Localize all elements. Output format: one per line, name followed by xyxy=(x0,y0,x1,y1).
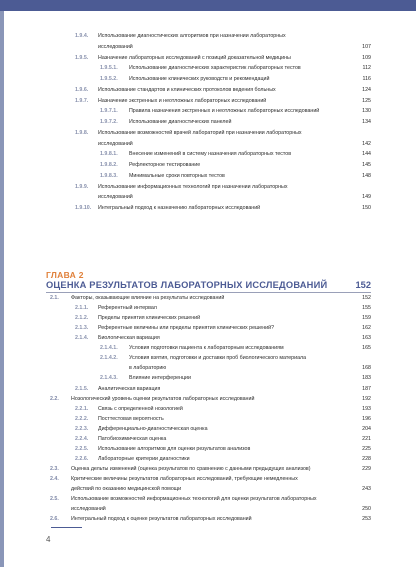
toc-entry-page: 196 xyxy=(362,415,371,422)
toc-entry-number: 1.9.8. xyxy=(75,129,89,136)
toc-entry-page: 134 xyxy=(362,119,371,125)
toc-entry-page: 253 xyxy=(362,516,371,523)
toc-entry-title: Использование возможностей врачей лабораторий при назначении лабораторных xyxy=(98,129,302,136)
toc-entry-title: Влияние интерференции xyxy=(129,375,191,382)
toc-entry-page: 187 xyxy=(362,385,371,392)
toc-entry-page: 163 xyxy=(362,335,371,342)
toc-entry-title: Референтный интервал xyxy=(98,305,157,312)
toc-entry-title: Назначение экстренных и неотложных лабораторных исследований xyxy=(98,97,267,104)
toc-entry-title: Биологическая вариация xyxy=(98,335,160,342)
toc-entry-number: 1.9.5.1. xyxy=(100,65,118,72)
toc-entry-title: Интегральный подход к оценке результатов лабораторных исследований xyxy=(71,516,252,523)
toc-entry-number: 2.1.4.3. xyxy=(100,375,118,382)
toc-entry-number: 2.2.1. xyxy=(75,405,89,412)
toc-entry-number: 2.2.2. xyxy=(75,415,89,422)
toc-entry-title: Аналитическая вариация xyxy=(98,385,161,392)
toc-entry-number: 2.3. xyxy=(50,466,59,473)
chapter-title: ОЦЕНКА РЕЗУЛЬТАТОВ ЛАБОРАТОРНЫХ ИССЛЕДОВАНИЙ xyxy=(46,280,328,290)
toc-entry-number: 1.9.6. xyxy=(75,86,89,93)
toc-entry-title: Использование стандартов и клинических протоколов ведения больных xyxy=(98,86,276,93)
toc-entry-page: 193 xyxy=(362,405,371,412)
toc-entry-page: 155 xyxy=(362,305,371,312)
toc-entry-page: 225 xyxy=(362,445,371,452)
toc-entry-number: 2.1. xyxy=(50,295,59,301)
toc-entry-title: исследований xyxy=(98,140,133,147)
toc-entry-number: 1.9.7.2. xyxy=(100,119,118,125)
toc-entry-title: Критические величины результатов лабораторных исследований, требующие немедленных xyxy=(71,476,298,483)
toc-entry-title: Использование клинических руководств и рекомендаций xyxy=(129,76,270,82)
toc-entry-title: Минимальные сроки повторных тестов xyxy=(129,172,225,179)
toc-entry-title: Лабораторные критерии диагностики xyxy=(98,455,190,462)
chapter-page-number: 152 xyxy=(355,280,371,290)
toc-entry-title: Интегральный подход к назначению лабораторных исследований xyxy=(98,205,261,211)
toc-entry-title: Использование алгоритмов для оценки результатов анализов xyxy=(98,445,251,452)
toc-entry-title: действий по оказанию медицинской помощи xyxy=(71,486,182,493)
toc-entry-number: 1.9.7.1. xyxy=(100,108,118,115)
toc-entry-page: 229 xyxy=(362,466,371,473)
toc-entry-title: Использование диагностических алгоритмов при назначении лабораторных xyxy=(98,33,286,39)
toc-entry-page: 144 xyxy=(362,151,371,158)
toc-entry-page: 149 xyxy=(362,194,371,201)
toc-entry-page: 145 xyxy=(362,162,371,168)
toc-entry-number: 2.4. xyxy=(50,476,59,483)
toc-entry-page: 130 xyxy=(362,108,371,115)
toc-entry-title: в лабораторию xyxy=(129,365,167,372)
toc-entry-number: 2.2.3. xyxy=(75,425,89,432)
toc-entry-title: Использование диагностических панелей xyxy=(129,119,232,125)
toc-entry-number: 2.1.4.1. xyxy=(100,345,118,352)
toc-entry-page: 228 xyxy=(362,455,371,462)
toc-entry-title: Условия подготовки пациента к лабораторным исследованиям xyxy=(129,345,284,352)
toc-entry-number: 2.1.5. xyxy=(75,385,89,392)
page-folio: 4 xyxy=(46,535,51,544)
toc-entry-page: 159 xyxy=(362,315,371,322)
toc-entry-page: 142 xyxy=(362,140,371,147)
toc-entry-page: 152 xyxy=(362,295,371,301)
toc-entry-title: Условия взятия, подготовки и доставки проб биологического материала xyxy=(129,355,307,362)
toc-entry-title: Использование возможностей информационных технологий для оценки результатов лабораторных xyxy=(71,496,317,503)
toc-entry-number: 1.9.4. xyxy=(75,33,89,39)
toc-entry-number: 2.1.3. xyxy=(75,325,89,332)
toc-entry-number: 1.9.7. xyxy=(75,97,89,104)
toc-entry-number: 1.9.5. xyxy=(75,54,89,61)
toc-entry-page: 221 xyxy=(362,435,371,442)
toc-entry-title: Дифференциально-диагностическая оценка xyxy=(98,425,208,432)
toc-entry-title: Использование информационных технологий при назначении лабораторных xyxy=(98,183,288,190)
toc-entry-page: 204 xyxy=(362,425,371,432)
toc-entry-page: 116 xyxy=(362,76,371,82)
toc-entry-number: 2.5. xyxy=(50,496,59,503)
chapter-label: ГЛАВА 2 xyxy=(46,270,84,280)
toc-entry-title: Посттестовая вероятность xyxy=(98,415,164,422)
toc-entry-title: Референтные величины или пределы принятия клинических решений? xyxy=(98,325,275,332)
toc-entry-number: 2.1.2. xyxy=(75,315,89,322)
toc-entry-title: Нозологический уровень оценки результатов лабораторных исследований xyxy=(71,395,255,402)
toc-entry-number: 2.1.4. xyxy=(75,335,89,342)
toc-entry-page: 243 xyxy=(362,486,371,493)
toc-entry-page: 150 xyxy=(362,205,371,211)
toc-entry-title: исследований xyxy=(71,506,106,513)
toc-entry-number: 2.1.4.2. xyxy=(100,355,118,362)
top-color-bar xyxy=(0,0,416,11)
toc-entry-page: 107 xyxy=(362,43,371,50)
toc-entry-title: исследований xyxy=(98,43,133,50)
toc-entry-title: Рефлекторное тестирование xyxy=(129,162,201,168)
toc-entry-title: Правила назначения экстренных и неотложных лабораторных исследований xyxy=(129,108,320,115)
toc-entry-page: 112 xyxy=(362,65,371,72)
toc-entry-title: Факторы, оказывающие влияние на результаты исследований xyxy=(71,295,225,301)
toc-entry-number: 2.2.6. xyxy=(75,455,89,462)
toc-entry-number: 1.9.8.3. xyxy=(100,172,118,179)
toc-entry-title: Назначение лабораторных исследований с позиций доказательной медицины xyxy=(98,54,291,61)
toc-entry-title: Патобиохимическая оценка xyxy=(98,435,167,442)
toc-entry-page: 168 xyxy=(362,365,371,372)
toc-entry-page: 125 xyxy=(362,97,371,104)
footer-rule xyxy=(51,527,82,528)
toc-entry-page: 192 xyxy=(362,395,371,402)
toc-entry-number: 2.2.5. xyxy=(75,445,89,452)
chapter-divider xyxy=(46,292,371,293)
toc-entry-title: Использование диагностических характеристик лабораторных тестов xyxy=(129,65,301,72)
toc-entry-page: 124 xyxy=(362,86,371,93)
toc-entry-page: 165 xyxy=(362,345,371,352)
toc-entry-page: 183 xyxy=(362,375,371,382)
toc-entry-number: 1.9.10. xyxy=(75,205,92,211)
side-strip xyxy=(0,11,4,567)
toc-entry-page: 109 xyxy=(362,54,371,61)
toc-entry-page: 148 xyxy=(362,172,371,179)
toc-entry-number: 1.9.9. xyxy=(75,183,89,190)
toc-entry-number: 1.9.8.1. xyxy=(100,151,118,158)
toc-entry-title: Связь с определенной нозологией xyxy=(98,405,183,412)
toc-entry-number: 1.9.8.2. xyxy=(100,162,118,168)
toc-entry-number: 1.9.5.2. xyxy=(100,76,118,82)
toc-entry-number: 2.2. xyxy=(50,395,59,402)
toc-entry-page: 250 xyxy=(362,506,371,513)
toc-entry-page: 162 xyxy=(362,325,371,332)
toc-entry-title: Оценка дельты изменений (оценка результатов по сравнению с данными предыдущих анализов) xyxy=(71,466,311,473)
toc-entry-title: исследований xyxy=(98,194,133,201)
toc-entry-title: Пределы принятия клинических решений xyxy=(98,315,201,322)
toc-entry-number: 2.2.4. xyxy=(75,435,89,442)
toc-entry-number: 2.6. xyxy=(50,516,59,523)
toc-entry-number: 2.1.1. xyxy=(75,305,89,312)
toc-entry-title: Внесение изменений в систему назначения лабораторных тестов xyxy=(129,151,292,158)
